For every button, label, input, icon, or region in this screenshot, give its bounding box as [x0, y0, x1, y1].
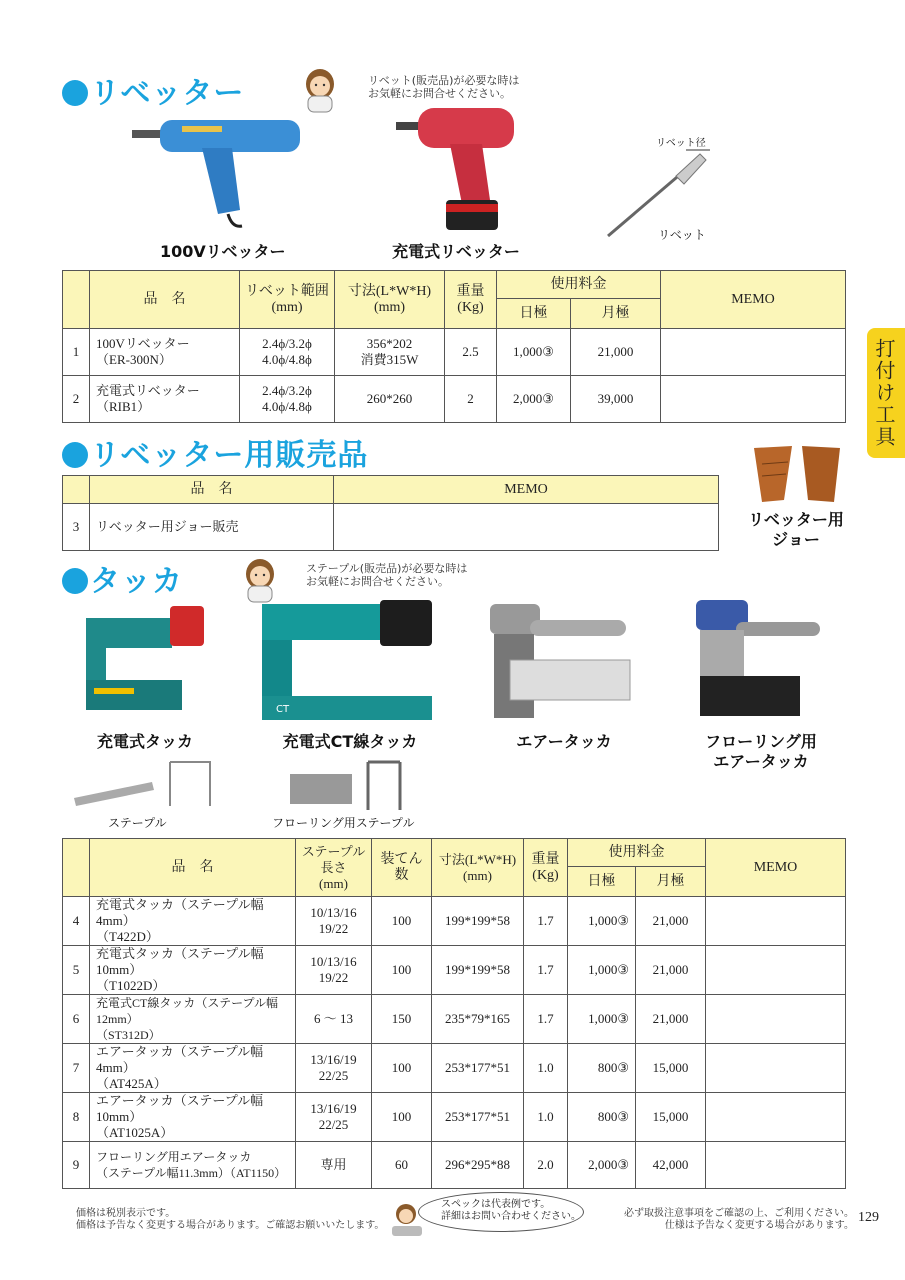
spec-bubble: スペックは代表例です。 詳細はお問い合わせください。	[418, 1192, 584, 1232]
tacker-ct-image	[262, 600, 438, 722]
rivetter-table	[62, 270, 846, 423]
table-row: 1 100Vリベッター （ER-300N） 2.4ϕ/3.2ϕ 4.0ϕ/4.8ϕ 356*202 消費315W 2.5 1,000③ 21,000	[63, 329, 846, 376]
rivet-diameter-label: リベット径	[656, 138, 706, 149]
caption-cordless-tacker: 充電式タッカ	[96, 732, 193, 751]
col-fee: 使用料金	[568, 839, 706, 867]
tacker-cordless-image	[82, 600, 212, 722]
col-memo: MEMO	[661, 271, 846, 329]
rivet-label: リベット	[658, 228, 706, 242]
caption-air-tacker: エアータッカ	[516, 732, 612, 751]
col-name: 品 名	[90, 476, 334, 504]
col-name: 品 名	[90, 271, 240, 329]
table-row: 5 充電式タッカ（ステープル幅10mm） （T1022D） 10/13/16 19/22 100 199*199*58 1.7 1,000③ 21,000	[63, 946, 846, 995]
footer-left-note: 価格は税別表示です。 価格は予告なく変更する場合があります。ご確認お願いいたします。	[76, 1208, 385, 1231]
col-day: 日極	[568, 867, 636, 897]
col-capacity: 装てん 数	[372, 839, 432, 897]
table-row: 4 充電式タッカ（ステープル幅4mm） （T422D） 10/13/16 19/22 100 199*199*58 1.7 1,000③ 21,000	[63, 897, 846, 946]
rivetter-jaw-image	[748, 440, 848, 506]
caption-cordless-rivetter: 充電式リベッター	[392, 242, 520, 261]
table-row: 6 充電式CT線タッカ（ステープル幅12mm） （ST312D） 6 ～ 13 150 235*79*165 1.7 1,000③ 21,000	[63, 995, 846, 1044]
staple-note: ステープル(販売品)が必要な時は お気軽にお問合せください。	[306, 562, 468, 588]
caption-flooring-tacker: フローリング用 エアータッカ	[705, 732, 817, 771]
rivet-note: リベット(販売品)が必要な時は お気軽にお問合せください。	[368, 74, 520, 100]
tacker-flooring-image	[696, 600, 828, 722]
tacker-table	[62, 838, 846, 1189]
col-weight: 重量 (Kg)	[524, 839, 568, 897]
table-row: 2 充電式リベッター （RIB1） 2.4ϕ/3.2ϕ 4.0ϕ/4.8ϕ 260*260 2 2,000③ 39,000	[63, 376, 846, 423]
col-day: 日極	[497, 299, 571, 329]
col-size: 寸法(L*W*H) (mm)	[335, 271, 445, 329]
category-tab[interactable]: 打付け工具	[867, 328, 905, 458]
col-month: 月極	[636, 867, 706, 897]
col-memo: MEMO	[706, 839, 846, 897]
staff-woman-icon	[300, 66, 340, 114]
table-row: 8 エアータッカ（ステープル幅10mm） （AT1025A） 13/16/19 22/25 100 253*177*51 1.0 800③ 15,000	[63, 1093, 846, 1142]
caption-flooring-staple: フローリング用ステープル	[272, 816, 415, 830]
col-memo: MEMO	[334, 476, 719, 504]
col-size: 寸法(L*W*H) (mm)	[432, 839, 524, 897]
col-length: ステープル長さ (mm)	[296, 839, 372, 897]
caption-jaw: リベッター用 ジョー	[748, 510, 844, 549]
rivetter-100v-image	[132, 110, 304, 228]
col-fee: 使用料金	[497, 271, 661, 299]
staff-woman-icon	[240, 556, 280, 604]
flooring-staple-image	[288, 758, 418, 814]
caption-ct-tacker: 充電式CT線タッカ	[282, 732, 418, 751]
caption-staple: ステープル	[108, 816, 167, 830]
table-row: 3 リベッター用ジョー販売	[63, 504, 719, 551]
col-month: 月極	[571, 299, 661, 329]
section-title-sales: リベッター用販売品	[62, 430, 368, 474]
rivetter-cordless-image	[396, 104, 516, 234]
col-range: リベット範囲 (mm)	[240, 271, 335, 329]
staple-image	[72, 758, 222, 812]
tacker-air-image	[490, 600, 640, 722]
caption-100v-rivetter: 100Vリベッター	[160, 242, 286, 261]
table-row: 7 エアータッカ（ステープル幅4mm） （AT425A） 13/16/19 22/25 100 253*177*51 1.0 800③ 15,000	[63, 1044, 846, 1093]
svg-text:CT: CT	[276, 704, 290, 715]
col-name: 品 名	[90, 839, 296, 897]
col-weight: 重量 (Kg)	[445, 271, 497, 329]
footer-right-note: 必ず取扱注意事項をご確認の上、ご利用ください。 仕様は予告なく変更する場合があります。	[624, 1208, 854, 1231]
section-title-rivetter: リベッター	[62, 68, 244, 112]
section-title-tacker: タッカ	[62, 556, 183, 600]
table-row: 9 フローリング用エアータッカ （ステープル幅11.3mm）（AT1150） 専用 60 296*295*88 2.0 2,000③ 42,000	[63, 1142, 846, 1189]
sales-table	[62, 475, 719, 551]
page-number: 129	[858, 1210, 879, 1225]
